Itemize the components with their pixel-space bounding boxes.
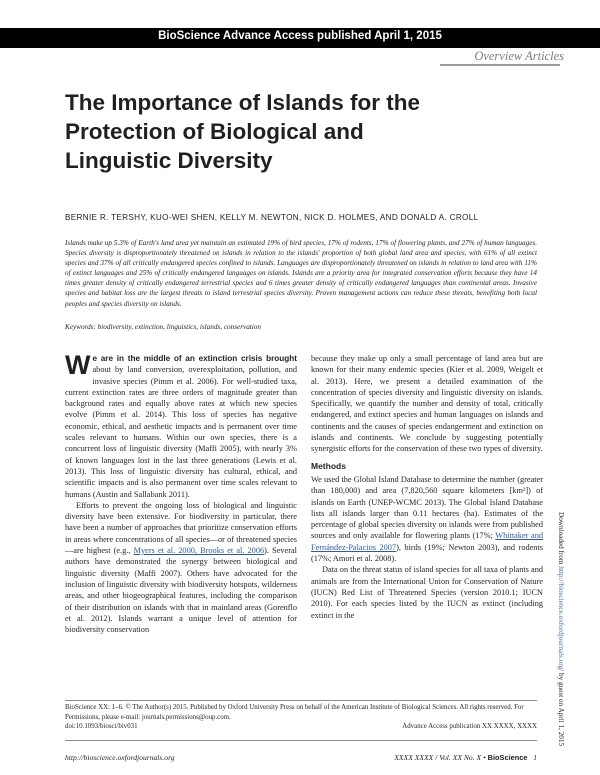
- issue-text: XXXX XXXX / Vol. XX No. X •: [394, 753, 486, 762]
- journal-name: BioScience: [487, 753, 528, 762]
- paragraph-text: about by land conversion, overexploitation, pollution, and invasive species (Pimm et al. 2006). For well-studied taxa, current extinction rates are three orders of magnitude greater than background rates and equally above rates at which new species evolve (Pimm et al. 2014). This loss of species has negative economic, ethical, and aesthetic impacts and is permanent over time scales relevant to humans. Within our own species, there is a concurrent loss of linguistic diversity (Maffi 2005), with nearly 3% of known languages lost in the last three generations (Lewis et al. 2013). This loss of linguistic diversity has cultural, ethical, and scientific impacts and is also permanent over time scales relevant to humans (Austin and Sallabank 2011).: [65, 365, 297, 499]
- download-sidenote: [557, 512, 565, 746]
- sidenote-prefix: Downloaded from: [557, 512, 565, 567]
- paragraph-text: ). Several authors have demonstrated the synergy between biological and linguistic diversity (Maffi 2007). Others have advocated for the inclusion of linguistic diversity with biodiversity hotspots, wilderness areas, and other biogeographical features, including the comparison of their distribution on islands with that in mainland areas (Gorenflo et al. 2012). Islands warrant a unique level of attention for biodiversity conservation: [65, 546, 297, 635]
- footnote-rule: [65, 700, 537, 701]
- header-banner-text: BioScience Advance Access published April 1, 2015: [158, 30, 442, 42]
- section-label: Overview Articles: [474, 49, 564, 63]
- keywords: Keywords: biodiversity, extinction, linguistics, islands, conservation: [65, 323, 261, 331]
- article-title: The Importance of Islands for the Protection of Biological and Linguistic Diversity: [65, 90, 421, 173]
- doi-row: [65, 722, 537, 732]
- lead-in: e are in the middle of an extinction crisis brought: [92, 354, 297, 363]
- journal-url[interactable]: http://bioscience.oxfordjournals.org: [65, 753, 175, 762]
- paragraph-text: Efforts to prevent the ongoing loss of biological and linguistic diversity have been extensive. For biodiversity in particular, there have been a number of approaches that prioritize conservation efforts in areas where concentrations of all species—or of threatened species—are highest (e.g.,: [65, 500, 297, 556]
- methods-heading: Methods: [311, 460, 346, 471]
- citation-link[interactable]: Whittaker and Fernández-Palacios 2007: [311, 531, 543, 552]
- section-rule: [440, 64, 560, 66]
- abstract: Islands make up 5.3% of Earth's land area yet maintain an estimated 19% of bird species, 17% of rodents, 17% of flowering plants, and 27% of human languages. Species diversity is disproportionately threatened on islands in relation to the islands' proportion of both global land area and species, with 61% of all extinct species and 37% of all critically endangered species confined to islands. Languages are disproportionately threatened on islands in relation to land area with 11% of extinct languages and 25% of critically endangered languages on islands. Islands are a priority area for integrated conservation efforts because they have 14 times greater density of critically endangered terrestrial species and 6 times greater density of critically endangered languages than continental areas. Invasive species and habitat loss are the largest threats to island terrestrial species diversity. Proven management actions can reduce these threats, benefiting both local peoples and species diversity on islands.: [65, 239, 537, 308]
- sidenote-suffix: by guest on April 1, 2015: [557, 671, 565, 747]
- paragraph-text: ), birds (19%; Newton 2003), and rodents (17%; Amori et al. 2008).: [311, 542, 543, 564]
- citation-link[interactable]: Myers et al. 2000, Brooks et al. 2006: [133, 546, 265, 556]
- sidenote-link[interactable]: http://bioscience.oxfordjournals.org/: [557, 566, 565, 672]
- body-paragraph: [65, 350, 297, 500]
- body-column-left: [65, 350, 297, 635]
- body-paragraph: Data on the threat status of island species for all taxa of plants and animals are from the International Union for Conservation of Nature (IUCN) Red List of Threatened Species (version 2010.1; IUCN 2010). For each species listed by the IUCN as extinct (including extinct in the: [311, 565, 543, 620]
- drop-cap: W: [65, 350, 91, 380]
- page-number: 1: [533, 753, 537, 762]
- advance-access-date: Advance Access publication XX XXXX, XXXX: [402, 723, 537, 731]
- body-column-right: [311, 353, 543, 621]
- doi: doi:10.1093/biosci/biv031: [65, 723, 138, 731]
- issue-info: [394, 753, 537, 762]
- body-paragraph: [311, 474, 543, 564]
- copyright-footnote: [65, 703, 537, 732]
- copyright-line: BioScience XX: 1–6. © The Author(s) 2015. Published by Oxford University Press on behalf of the American Institute of Biological Sciences. All rights reserved. For Permissions, please e-mail: journals.permissions@oup.com.: [65, 704, 524, 721]
- author-list: BERNIE R. TERSHY, KUO-WEI SHEN, KELLY M. NEWTON, NICK D. HOLMES, AND DONALD A. CROLL: [65, 213, 479, 222]
- paragraph-text: We used the Global Island Database to determine the number (greater than 180,000) and area (7,820,560 square kilometers [km²]) of islands on Earth (UNEP-WCMC 2013). The Global Island Database lists all islands larger than 0.11 hectares (ha). Estimates of the percentage of global species diversity on islands were from published sources and only available for flowering plants (17%;: [311, 474, 543, 541]
- body-paragraph: [65, 500, 297, 636]
- page-footer: [65, 753, 537, 762]
- body-paragraph: because they make up only a small percentage of land area but are known for their many endemic species (Kier et al. 2009, Weigelt et al. 2013). Here, we present a detailed examination of the concentration of species diversity and linguistic diversity on islands. Specifically, we quantify the number and density of total, critically endangered, and extinct species and human languages on islands and continents and the causes of species endangerment and extinction on islands and continents. We conclude by suggesting potentially synergistic efforts for the conservation of these two types of diversity.: [311, 354, 543, 454]
- footer-rule: [65, 740, 537, 741]
